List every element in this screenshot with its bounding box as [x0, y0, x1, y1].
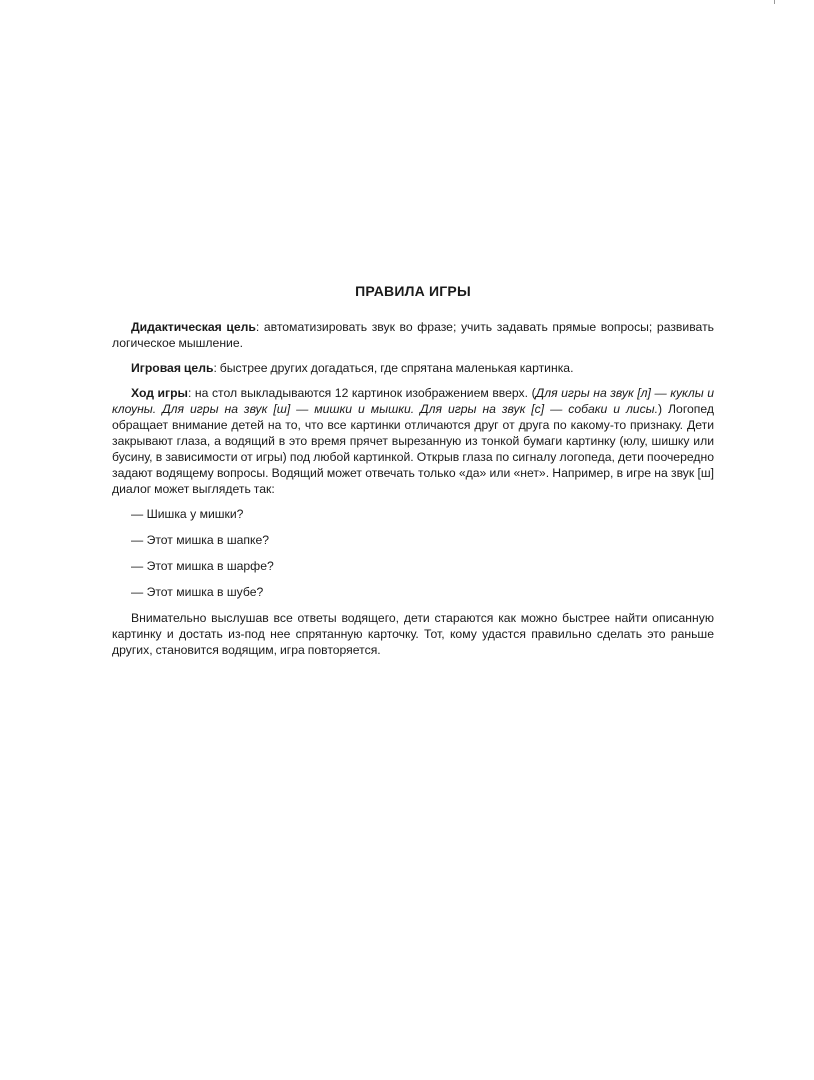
rules-page — [112, 283, 714, 667]
dialog-line: — Этот мишка в шарфе? — [131, 559, 274, 573]
dialog-line: — Этот мишка в шапке? — [131, 533, 270, 547]
game-flow-italic: Для игры на звук [л] — куклы и клоуны. Для игры на звук [ш] — мишки и мышки. Для игры на звук [с] — собаки и лисы. — [112, 386, 714, 416]
dialog-example — [112, 506, 714, 600]
didactic-goal-text: : автоматизировать звук во фразе; учить задавать прямые вопросы; развивать логическое мышление. — [112, 320, 714, 350]
page-corner-mark — [774, 0, 775, 4]
game-flow-text-1: : на стол выкладываются 12 картинок изображением вверх. ( — [187, 386, 536, 400]
game-goal-label: Игровая цель — [131, 361, 214, 375]
didactic-goal-label: Дидактическая цель — [131, 320, 256, 334]
conclusion-paragraph: Внимательно выслушав все ответы водящего, дети стараются как можно быстрее найти описанную картинку и достать из-под нее спрятанную карточку. Тот, кому удастся правильно сделать это раньше других, становится водящим, игра повторяется. — [112, 611, 714, 657]
game-goal-text: : быстрее других догадаться, где спрятана маленькая картинка. — [213, 361, 574, 375]
dialog-line: — Шишка у мишки? — [131, 507, 244, 521]
game-goal-paragraph — [112, 360, 714, 376]
game-flow-label: Ход игры — [131, 386, 188, 400]
game-flow-paragraph — [112, 385, 714, 497]
didactic-goal-paragraph — [112, 319, 714, 351]
game-flow-text-2: ) Логопед обращает внимание детей на то, что все картинки отличаются друг от друга по какому-то признаку. Дети закрывают глаза, а водящий в это время прячет вырезанную из тонкой бумаги картинку (юлу, шишку или бусину, в зависимости от игры) под любой картинкой. Открыв глаза по сигналу логопеда, дети поочередно задают водящему вопросы. Водящий может отвечать только «да» или «нет». Например, в игре на звук [ш] диалог может выглядеть так: — [112, 402, 715, 496]
page-title: ПРАВИЛА ИГРЫ — [355, 283, 471, 299]
dialog-line: — Этот мишка в шубе? — [131, 585, 264, 599]
